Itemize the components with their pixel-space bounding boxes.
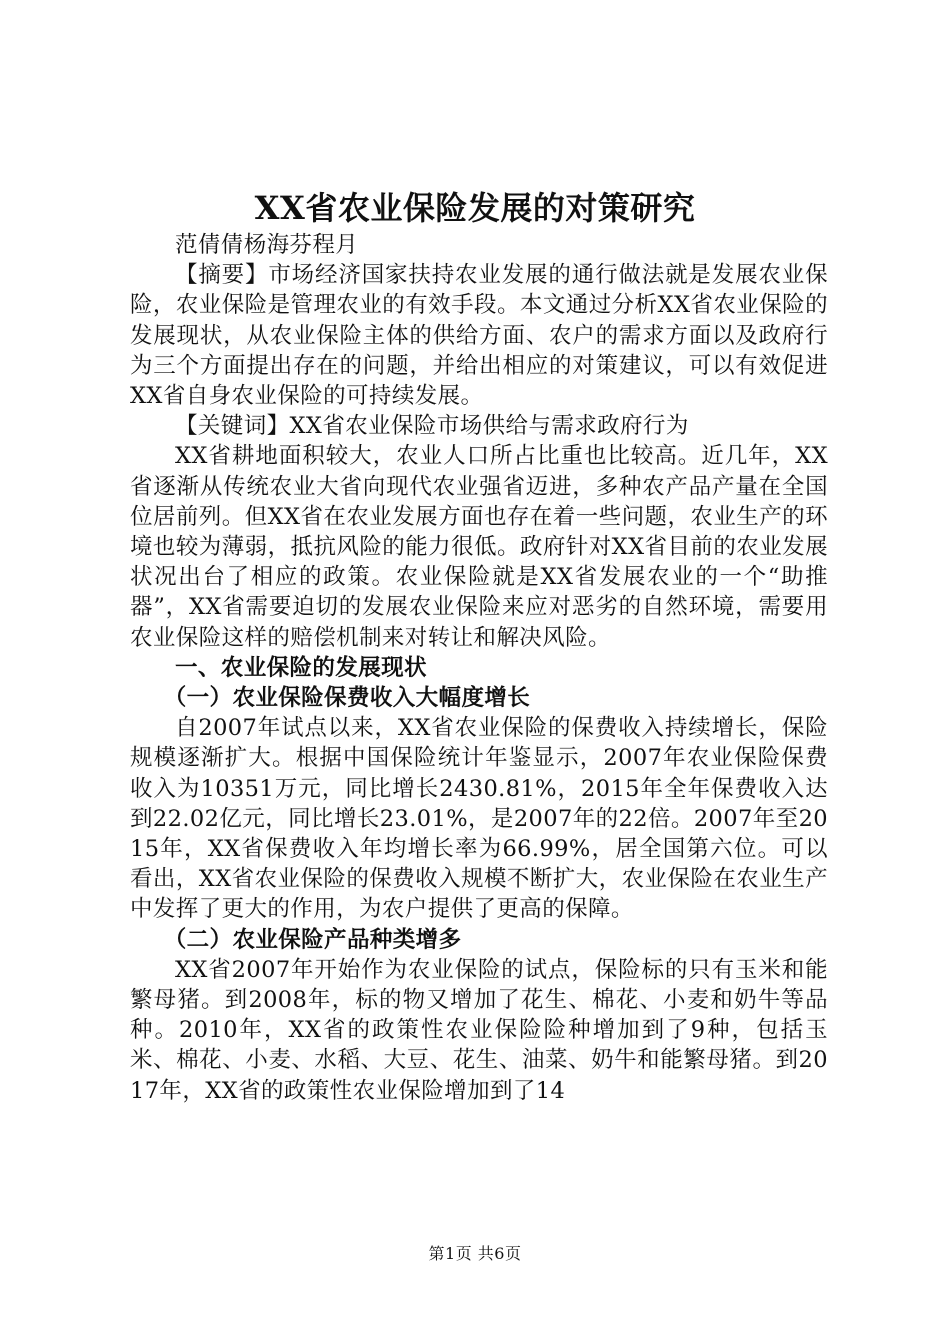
subsection-heading-2: （二）农业保险产品种类增多 (163, 926, 462, 953)
subsection-heading-1: （一）农业保险保费收入大幅度增长 (163, 685, 531, 712)
intro-paragraph: XX省耕地面积较大，农业人口所占比重也比较高。近几年，XX省逐渐从传统农业大省向现代农业强省迈进，多种农产品产量在全国位居前列。但XX省在农业发展方面也存在着一些问题，农业生产的环境也较为薄弱，抵抗风险的能力很低。政府针对XX省目前的农业发展状况出台了相应的政策。农业保险就是XX省发展农业的一个“助推器”，XX省需要迫切的发展农业保险来应对恶劣的自然环境，需要用农业保险这样的赔偿机制来对转让和解决风险。 (130, 443, 828, 651)
subsection-paragraph-1: 自2007年试点以来，XX省农业保险的保费收入持续增长，保险规模逐渐扩大。根据中国保险统计年鉴显示，2007年农业保险保费收入为10351万元，同比增长2430.81%，2015年全年保费收入达到22.02亿元，同比增长23.01%，是2007年的22倍。2007年至2015年，XX省保费收入年均增长率为66.99%，居全国第六位。可以看出，XX省农业保险的保费收入规模不断扩大，农业保险在农业生产中发挥了更大的作用，为农户提供了更高的保障。 (130, 715, 828, 923)
section-heading: 一、农业保险的发展现状 (175, 654, 427, 681)
document-body (130, 230, 828, 1106)
keywords-line: 【关键词】XX省农业保险市场供给与需求政府行为 (175, 413, 689, 440)
subsection-paragraph-2: XX省2007年开始作为农业保险的试点，保险标的只有玉米和能繁母猪。到2008年，标的物又增加了花生、棉花、小麦和奶牛等品种。2010年，XX省的政策性农业保险险种增加到了9种，包括玉米、棉花、小麦、水稻、大豆、花生、油菜、奶牛和能繁母猪。到2017年，XX省的政策性农业保险增加到了14 (130, 956, 828, 1104)
page-number-footer: 第1页 共6页 (428, 1244, 522, 1263)
document-title: XX省农业保险发展的对策研究 (254, 189, 696, 227)
authors-line: 范倩倩杨海芬程月 (175, 232, 359, 258)
abstract-paragraph: 【摘要】市场经济国家扶持农业发展的通行做法就是发展农业保险，农业保险是管理农业的有效手段。本文通过分析XX省农业保险的发展现状，从农业保险主体的供给方面、农户的需求方面以及政府行为三个方面提出存在的问题，并给出相应的对策建议，可以有效促进XX省自身农业保险的可持续发展。 (130, 262, 828, 410)
